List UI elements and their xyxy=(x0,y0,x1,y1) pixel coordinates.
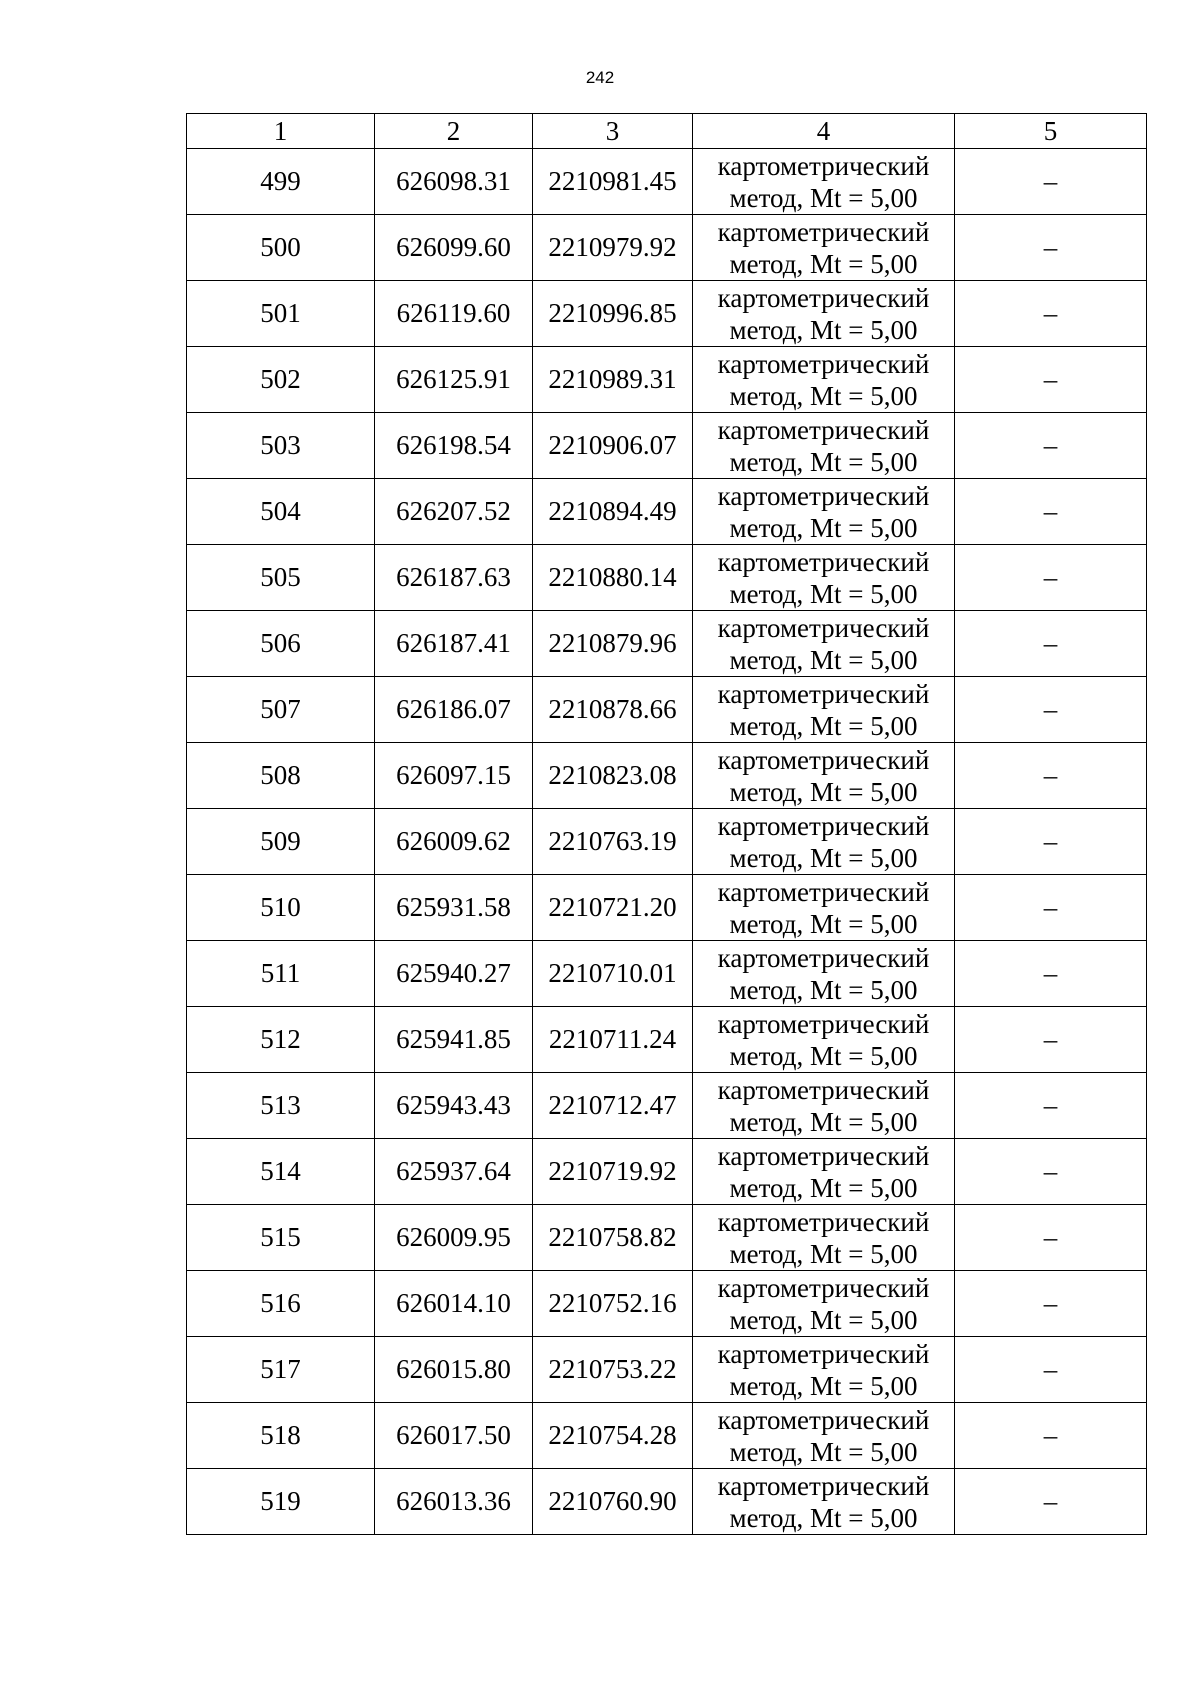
method-line-1: картометрический xyxy=(717,1338,930,1369)
table-row xyxy=(187,1337,1147,1403)
x-coordinate-cell: 626187.41 xyxy=(375,611,533,677)
note-cell: – xyxy=(955,1205,1147,1271)
y-coordinate-cell: 2210711.24 xyxy=(533,1007,693,1073)
point-number-cell: 507 xyxy=(187,677,375,743)
method-line-1: картометрический xyxy=(717,1008,930,1039)
point-number-cell: 517 xyxy=(187,1337,375,1403)
y-coordinate-cell: 2210763.19 xyxy=(533,809,693,875)
header-col-3: 3 xyxy=(533,114,693,149)
coordinates-table xyxy=(186,113,1147,1535)
x-coordinate-cell: 626125.91 xyxy=(375,347,533,413)
table-row xyxy=(187,281,1147,347)
table-row xyxy=(187,743,1147,809)
note-cell: – xyxy=(955,1469,1147,1535)
method-line-2: метод, Mt = 5,00 xyxy=(729,908,918,939)
point-number-cell: 514 xyxy=(187,1139,375,1205)
method-line-2: метод, Mt = 5,00 xyxy=(729,842,918,873)
table-row xyxy=(187,1139,1147,1205)
method-line-1: картометрический xyxy=(717,1272,930,1303)
note-cell: – xyxy=(955,1139,1147,1205)
y-coordinate-cell: 2210878.66 xyxy=(533,677,693,743)
y-coordinate-cell: 2210979.92 xyxy=(533,215,693,281)
table-row xyxy=(187,413,1147,479)
x-coordinate-cell: 625937.64 xyxy=(375,1139,533,1205)
y-coordinate-cell: 2210754.28 xyxy=(533,1403,693,1469)
table-row xyxy=(187,1007,1147,1073)
method-line-2: метод, Mt = 5,00 xyxy=(729,1040,918,1071)
method-cell xyxy=(693,809,955,875)
x-coordinate-cell: 626187.63 xyxy=(375,545,533,611)
method-line-2: метод, Mt = 5,00 xyxy=(729,710,918,741)
method-line-1: картометрический xyxy=(717,678,930,709)
table-row xyxy=(187,1271,1147,1337)
method-line-1: картометрический xyxy=(717,282,930,313)
method-cell xyxy=(693,611,955,677)
point-number-cell: 516 xyxy=(187,1271,375,1337)
table-row xyxy=(187,875,1147,941)
y-coordinate-cell: 2210752.16 xyxy=(533,1271,693,1337)
table-row xyxy=(187,1403,1147,1469)
point-number-cell: 509 xyxy=(187,809,375,875)
x-coordinate-cell: 625931.58 xyxy=(375,875,533,941)
point-number-cell: 515 xyxy=(187,1205,375,1271)
point-number-cell: 518 xyxy=(187,1403,375,1469)
header-col-2: 2 xyxy=(375,114,533,149)
method-line-1: картометрический xyxy=(717,942,930,973)
note-cell: – xyxy=(955,347,1147,413)
note-cell: – xyxy=(955,611,1147,677)
method-line-1: картометрический xyxy=(717,348,930,379)
note-cell: – xyxy=(955,1271,1147,1337)
note-cell: – xyxy=(955,479,1147,545)
x-coordinate-cell: 625941.85 xyxy=(375,1007,533,1073)
note-cell: – xyxy=(955,743,1147,809)
point-number-cell: 500 xyxy=(187,215,375,281)
point-number-cell: 501 xyxy=(187,281,375,347)
method-cell xyxy=(693,413,955,479)
method-line-1: картометрический xyxy=(717,1140,930,1171)
x-coordinate-cell: 626015.80 xyxy=(375,1337,533,1403)
point-number-cell: 502 xyxy=(187,347,375,413)
point-number-cell: 506 xyxy=(187,611,375,677)
method-line-1: картометрический xyxy=(717,480,930,511)
point-number-cell: 503 xyxy=(187,413,375,479)
x-coordinate-cell: 626119.60 xyxy=(375,281,533,347)
y-coordinate-cell: 2210823.08 xyxy=(533,743,693,809)
point-number-cell: 511 xyxy=(187,941,375,1007)
method-cell xyxy=(693,875,955,941)
method-cell xyxy=(693,743,955,809)
table-header-row xyxy=(187,114,1147,149)
x-coordinate-cell: 626198.54 xyxy=(375,413,533,479)
note-cell: – xyxy=(955,1073,1147,1139)
table-row xyxy=(187,1205,1147,1271)
table-row xyxy=(187,347,1147,413)
note-cell: – xyxy=(955,941,1147,1007)
y-coordinate-cell: 2210712.47 xyxy=(533,1073,693,1139)
table-body xyxy=(187,149,1147,1535)
method-line-2: метод, Mt = 5,00 xyxy=(729,578,918,609)
method-line-2: метод, Mt = 5,00 xyxy=(729,1238,918,1269)
table-row xyxy=(187,611,1147,677)
method-cell xyxy=(693,1469,955,1535)
method-cell xyxy=(693,1403,955,1469)
x-coordinate-cell: 626013.36 xyxy=(375,1469,533,1535)
method-line-2: метод, Mt = 5,00 xyxy=(729,644,918,675)
method-cell xyxy=(693,1007,955,1073)
method-line-1: картометрический xyxy=(717,1470,930,1501)
method-line-2: метод, Mt = 5,00 xyxy=(729,1502,918,1533)
x-coordinate-cell: 625943.43 xyxy=(375,1073,533,1139)
y-coordinate-cell: 2210880.14 xyxy=(533,545,693,611)
table-row xyxy=(187,1469,1147,1535)
method-cell xyxy=(693,941,955,1007)
y-coordinate-cell: 2210710.01 xyxy=(533,941,693,1007)
method-line-1: картометрический xyxy=(717,1074,930,1105)
method-line-1: картометрический xyxy=(717,150,930,181)
method-line-2: метод, Mt = 5,00 xyxy=(729,1370,918,1401)
method-cell xyxy=(693,1337,955,1403)
note-cell: – xyxy=(955,1403,1147,1469)
x-coordinate-cell: 626207.52 xyxy=(375,479,533,545)
point-number-cell: 499 xyxy=(187,149,375,215)
point-number-cell: 513 xyxy=(187,1073,375,1139)
table-row xyxy=(187,215,1147,281)
method-cell xyxy=(693,1205,955,1271)
method-line-1: картометрический xyxy=(717,414,930,445)
y-coordinate-cell: 2210894.49 xyxy=(533,479,693,545)
x-coordinate-cell: 625940.27 xyxy=(375,941,533,1007)
table-row xyxy=(187,1073,1147,1139)
x-coordinate-cell: 626186.07 xyxy=(375,677,533,743)
method-cell xyxy=(693,281,955,347)
note-cell: – xyxy=(955,149,1147,215)
x-coordinate-cell: 626009.95 xyxy=(375,1205,533,1271)
table-row xyxy=(187,479,1147,545)
note-cell: – xyxy=(955,875,1147,941)
table-row xyxy=(187,809,1147,875)
header-col-1: 1 xyxy=(187,114,375,149)
x-coordinate-cell: 626009.62 xyxy=(375,809,533,875)
header-col-5: 5 xyxy=(955,114,1147,149)
method-line-1: картометрический xyxy=(717,744,930,775)
method-line-1: картометрический xyxy=(717,546,930,577)
method-cell xyxy=(693,677,955,743)
page-number: 242 xyxy=(585,68,615,87)
y-coordinate-cell: 2210758.82 xyxy=(533,1205,693,1271)
x-coordinate-cell: 626098.31 xyxy=(375,149,533,215)
method-cell xyxy=(693,1073,955,1139)
y-coordinate-cell: 2210760.90 xyxy=(533,1469,693,1535)
method-line-2: метод, Mt = 5,00 xyxy=(729,182,918,213)
method-cell xyxy=(693,1271,955,1337)
method-cell xyxy=(693,479,955,545)
note-cell: – xyxy=(955,281,1147,347)
header-col-4: 4 xyxy=(693,114,955,149)
method-line-1: картометрический xyxy=(717,612,930,643)
method-line-1: картометрический xyxy=(717,876,930,907)
note-cell: – xyxy=(955,215,1147,281)
y-coordinate-cell: 2210719.92 xyxy=(533,1139,693,1205)
y-coordinate-cell: 2210721.20 xyxy=(533,875,693,941)
method-line-2: метод, Mt = 5,00 xyxy=(729,446,918,477)
point-number-cell: 508 xyxy=(187,743,375,809)
note-cell: – xyxy=(955,1337,1147,1403)
method-line-1: картометрический xyxy=(717,216,930,247)
method-cell xyxy=(693,347,955,413)
note-cell: – xyxy=(955,809,1147,875)
table-row xyxy=(187,677,1147,743)
y-coordinate-cell: 2210996.85 xyxy=(533,281,693,347)
x-coordinate-cell: 626097.15 xyxy=(375,743,533,809)
method-line-2: метод, Mt = 5,00 xyxy=(729,1436,918,1467)
x-coordinate-cell: 626014.10 xyxy=(375,1271,533,1337)
method-line-2: метод, Mt = 5,00 xyxy=(729,776,918,807)
method-cell xyxy=(693,149,955,215)
method-line-2: метод, Mt = 5,00 xyxy=(729,380,918,411)
point-number-cell: 519 xyxy=(187,1469,375,1535)
method-line-2: метод, Mt = 5,00 xyxy=(729,512,918,543)
point-number-cell: 510 xyxy=(187,875,375,941)
note-cell: – xyxy=(955,1007,1147,1073)
table-row xyxy=(187,545,1147,611)
method-line-2: метод, Mt = 5,00 xyxy=(729,314,918,345)
method-line-2: метод, Mt = 5,00 xyxy=(729,974,918,1005)
x-coordinate-cell: 626099.60 xyxy=(375,215,533,281)
method-line-2: метод, Mt = 5,00 xyxy=(729,248,918,279)
point-number-cell: 504 xyxy=(187,479,375,545)
method-cell xyxy=(693,215,955,281)
note-cell: – xyxy=(955,677,1147,743)
method-line-1: картометрический xyxy=(717,1206,930,1237)
method-line-1: картометрический xyxy=(717,1404,930,1435)
y-coordinate-cell: 2210981.45 xyxy=(533,149,693,215)
method-cell xyxy=(693,545,955,611)
x-coordinate-cell: 626017.50 xyxy=(375,1403,533,1469)
y-coordinate-cell: 2210753.22 xyxy=(533,1337,693,1403)
method-cell xyxy=(693,1139,955,1205)
method-line-1: картометрический xyxy=(717,810,930,841)
method-line-2: метод, Mt = 5,00 xyxy=(729,1304,918,1335)
table-row xyxy=(187,941,1147,1007)
y-coordinate-cell: 2210989.31 xyxy=(533,347,693,413)
method-line-2: метод, Mt = 5,00 xyxy=(729,1172,918,1203)
note-cell: – xyxy=(955,413,1147,479)
y-coordinate-cell: 2210879.96 xyxy=(533,611,693,677)
point-number-cell: 505 xyxy=(187,545,375,611)
note-cell: – xyxy=(955,545,1147,611)
table-row xyxy=(187,149,1147,215)
y-coordinate-cell: 2210906.07 xyxy=(533,413,693,479)
method-line-2: метод, Mt = 5,00 xyxy=(729,1106,918,1137)
point-number-cell: 512 xyxy=(187,1007,375,1073)
